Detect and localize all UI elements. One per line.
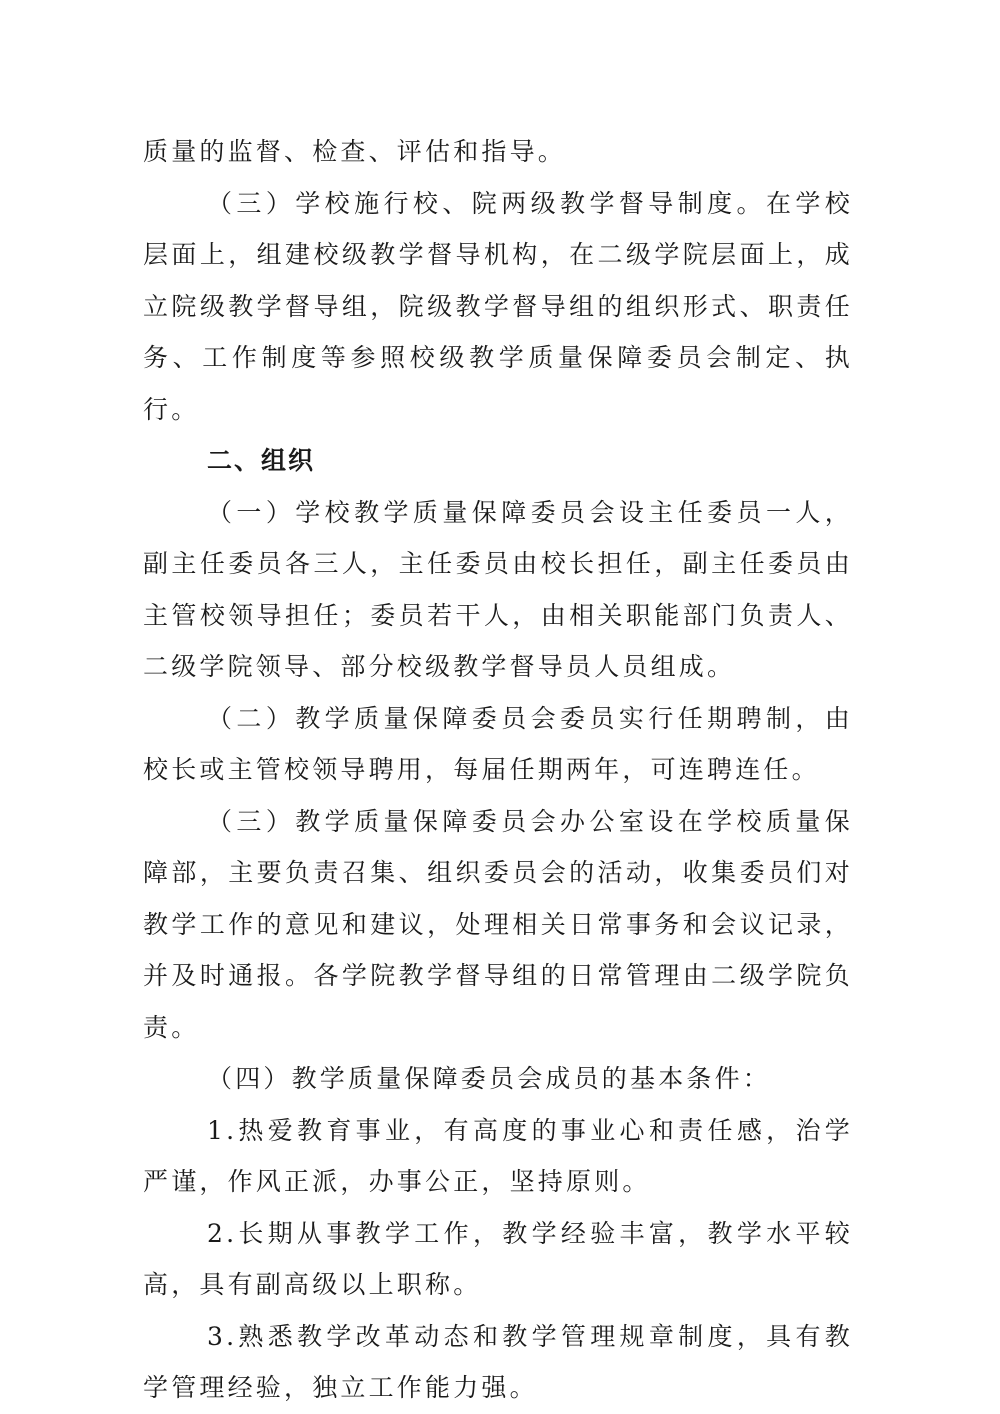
document-body [143,126,853,1414]
paragraph-supervision-system: （三）学校施行校、院两级教学督导制度。在学校层面上，组建校级教学督导机构，在二级学院层面上，成立院级教学督导组，院级教学督导组的组织形式、职责任务、工作制度等参照校级教学质量保障委员会制定、执行。 [143,188,853,424]
paragraph-basic-conditions: （四）教学质量保障委员会成员的基本条件： [207,1064,772,1093]
list-item-condition-2: 2.长期从事教学工作，教学经验丰富，教学水平较高，具有副高级以上职称。 [143,1218,853,1299]
paragraph-committee-office: （三）教学质量保障委员会办公室设在学校质量保障部，主要负责召集、组织委员会的活动，收集委员们对教学工作的意见和建议，处理相关日常事务和会议记录，并及时通报。各学院教学督导组的日常管理由二级学院负责。 [143,806,853,1042]
list-item-condition-3: 3.熟悉教学改革动态和教学管理规章制度，具有教学管理经验，独立工作能力强。 [143,1321,853,1402]
paragraph-committee-composition: （一）学校教学质量保障委员会设主任委员一人，副主任委员各三人，主任委员由校长担任，副主任委员由主管校领导担任；委员若干人，由相关职能部门负责人、二级学院领导、部分校级教学督导员人员组成。 [143,497,853,681]
list-item-condition-1: 1.热爱教育事业，有高度的事业心和责任感，治学严谨，作风正派，办事公正，坚持原则。 [143,1115,853,1196]
paragraph-term-appointment: （二）教学质量保障委员会委员实行任期聘制，由校长或主管校领导聘用，每届任期两年，可连聘连任。 [143,703,853,784]
paragraph-continuation: 质量的监督、检查、评估和指导。 [143,137,567,166]
section-heading-organization: 二、组织 [207,446,316,475]
